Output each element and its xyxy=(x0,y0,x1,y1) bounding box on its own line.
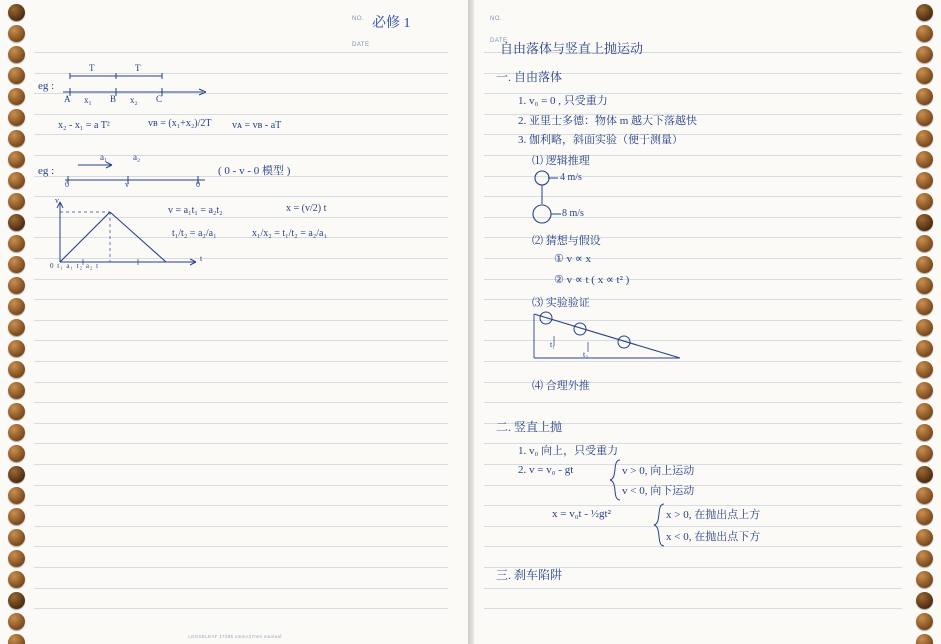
spiral-ring xyxy=(8,319,25,336)
spiral-ring xyxy=(8,571,25,588)
spiral-ring xyxy=(916,319,933,336)
rule-line xyxy=(34,52,448,53)
section-2-item-3: v > 0, 向上运动 xyxy=(622,465,695,477)
left-eq7: x₁/x₂ = t₁/t₂ = a₂/a₁ xyxy=(252,228,327,239)
spiral-ring xyxy=(916,571,933,588)
right-page-title: 自由落体与竖直上抛运动 xyxy=(500,41,644,56)
section-2-item-5: x = v₀t - ½gt² xyxy=(552,508,611,520)
spiral-ring xyxy=(916,109,933,126)
section-2-item-6: x > 0, 在抛出点上方 xyxy=(666,509,761,521)
left-eg1-b: B xyxy=(110,94,117,104)
section-2-heading: 二. 竖直上抛 xyxy=(496,420,563,434)
left-eq6: t₁/t₂ = a₂/a₁ xyxy=(172,228,217,239)
rule-line xyxy=(484,588,902,589)
rule-line xyxy=(34,526,448,527)
section-2-item-1: 1. v₀ 向上，只受重力 xyxy=(518,445,619,457)
spiral-ring xyxy=(8,214,25,231)
spiral-ring xyxy=(916,550,933,567)
spiral-ring xyxy=(8,88,25,105)
section-3-heading: 三. 刹车陷阱 xyxy=(496,568,563,582)
section-1-item-9: ⑷ 合理外推 xyxy=(532,380,590,392)
spiral-ring xyxy=(916,445,933,462)
spiral-ring xyxy=(8,193,25,210)
rule-line xyxy=(34,485,448,486)
spiral-ring xyxy=(8,67,25,84)
rule-line xyxy=(34,320,448,321)
diagram-label-8ms: 8 m/s xyxy=(562,208,584,219)
left-eq1: x₂ - x₁ = a T² xyxy=(58,120,110,131)
spiral-ring xyxy=(8,445,25,462)
spiral-ring xyxy=(8,277,25,294)
incline-label-t1: t₁ xyxy=(550,340,556,349)
spiral-binding-left xyxy=(0,0,34,644)
spiral-ring xyxy=(916,487,933,504)
spiral-ring xyxy=(8,361,25,378)
left-eg1-a: A xyxy=(64,94,71,104)
section-2-item-4: v < 0, 向下运动 xyxy=(622,485,695,497)
section-1-item-2: 2. 亚里士多德：物体 m 越大下落越快 xyxy=(518,115,698,127)
left-graph-t-label: t xyxy=(200,254,203,263)
spiral-ring xyxy=(916,298,933,315)
left-graph-v-label: v xyxy=(55,196,59,205)
diagram-label-4ms: 4 m/s xyxy=(560,172,582,183)
left-eq5: x = (v/2) t xyxy=(286,203,327,214)
spiral-ring xyxy=(916,592,933,609)
section-1-item-1: 1. v₀ = 0 , 只受重力 xyxy=(518,95,608,107)
right-date-label: DATE xyxy=(490,38,508,44)
left-page xyxy=(0,0,470,644)
section-2-item-2: 2. v = v₀ - gt xyxy=(518,464,574,476)
left-eg1-label: eg : xyxy=(38,80,55,92)
page-gutter xyxy=(468,0,474,644)
left-graph-marks: 0 t₁ a₁ t₂ a₂ t xyxy=(50,262,100,270)
rule-line xyxy=(484,546,902,547)
left-eg2-right0: 0 xyxy=(196,180,200,189)
spiral-ring xyxy=(916,529,933,546)
rule-line xyxy=(484,279,902,280)
spiral-ring xyxy=(8,235,25,252)
spiral-ring xyxy=(8,151,25,168)
left-eq3: vᴀ = vʙ - aT xyxy=(232,120,282,131)
section-1-item-7: ② v ∝ t ( x ∝ t² ) xyxy=(554,274,630,286)
left-eq4: v = a₁t₁ = a₂t₂ xyxy=(168,205,223,216)
spiral-ring xyxy=(8,109,25,126)
spiral-ring xyxy=(8,256,25,273)
section-1-item-3: 3. 伽利略，斜面实验（便于测量） xyxy=(518,134,683,146)
spiral-ring xyxy=(916,340,933,357)
spiral-ring xyxy=(916,214,933,231)
left-eg1-t1: T xyxy=(89,63,95,73)
rule-line xyxy=(484,608,902,609)
brace-2-icon xyxy=(652,502,666,548)
spiral-ring xyxy=(916,361,933,378)
spiral-ring xyxy=(916,256,933,273)
spiral-ring xyxy=(8,130,25,147)
spiral-ring xyxy=(916,382,933,399)
rule-line xyxy=(34,299,448,300)
section-1-item-5: ⑵ 猜想与假设 xyxy=(532,235,601,247)
left-no-label: NO. xyxy=(352,16,365,22)
section-1-item-8: ⑶ 实验验证 xyxy=(532,297,590,309)
section-2-item-7: x < 0, 在抛出点下方 xyxy=(666,531,761,543)
left-eg2-a1: a₁ xyxy=(100,152,108,162)
spiral-ring xyxy=(916,466,933,483)
spiral-ring xyxy=(916,424,933,441)
left-eg1-x1: x₁ xyxy=(84,95,92,105)
rule-line xyxy=(34,423,448,424)
left-eg2-a2: a₂ xyxy=(133,152,141,162)
incline-experiment-diagram xyxy=(528,306,698,364)
rule-line xyxy=(34,114,448,115)
rule-line xyxy=(34,443,448,444)
spiral-ring xyxy=(916,88,933,105)
rule-line xyxy=(484,526,902,527)
spiral-ring xyxy=(8,613,25,630)
spiral-ring xyxy=(916,508,933,525)
left-eg1-x2: x₂ xyxy=(130,95,138,105)
spiral-ring xyxy=(8,25,25,42)
spiral-ring xyxy=(8,508,25,525)
left-eg1-t2: T xyxy=(135,63,141,73)
spiral-ring xyxy=(8,4,25,21)
spiral-ring xyxy=(8,592,25,609)
spiral-ring xyxy=(8,424,25,441)
rule-line xyxy=(484,258,902,259)
rule-line xyxy=(34,546,448,547)
spiral-ring xyxy=(8,340,25,357)
spiral-ring xyxy=(8,298,25,315)
section-1-item-4: ⑴ 逻辑推理 xyxy=(532,155,590,167)
rule-line xyxy=(34,402,448,403)
spiral-ring xyxy=(916,193,933,210)
rule-line xyxy=(34,134,448,135)
spiral-ring xyxy=(916,4,933,21)
spiral-ring xyxy=(916,277,933,294)
spiral-ring xyxy=(8,634,25,644)
section-1-heading: 一. 自由落体 xyxy=(496,70,563,84)
spiral-ring xyxy=(916,67,933,84)
rule-line xyxy=(34,464,448,465)
spiral-binding-right xyxy=(907,0,941,644)
left-eg2-left0: 0 xyxy=(65,180,69,189)
spiral-ring xyxy=(916,25,933,42)
spiral-ring xyxy=(8,403,25,420)
spiral-ring xyxy=(916,151,933,168)
rule-line xyxy=(484,402,902,403)
left-footer-text: LOOSELEAF 17286 1mm×27mm maxleaf xyxy=(188,634,282,639)
left-eg2-label: eg : xyxy=(38,165,55,177)
right-no-label: NO. xyxy=(490,16,503,22)
incline-label-t2: t₂ xyxy=(583,350,589,359)
rule-line xyxy=(34,361,448,362)
rule-line xyxy=(34,608,448,609)
spiral-ring xyxy=(916,613,933,630)
left-eg1-c: C xyxy=(156,94,163,104)
rule-line xyxy=(34,588,448,589)
rule-line xyxy=(34,505,448,506)
rule-line xyxy=(34,567,448,568)
spiral-ring xyxy=(8,382,25,399)
rule-line xyxy=(34,382,448,383)
left-eq2: vʙ = (x₁+x₂)/2T xyxy=(148,118,212,129)
right-page xyxy=(470,0,941,644)
left-no-value: 必修 1 xyxy=(372,16,411,31)
spiral-ring xyxy=(8,46,25,63)
spiral-ring xyxy=(8,487,25,504)
spiral-ring xyxy=(916,403,933,420)
rule-line xyxy=(34,279,448,280)
brace-1-icon xyxy=(608,458,622,502)
spiral-ring xyxy=(916,46,933,63)
left-eg2-mid-v: v xyxy=(125,180,129,189)
spiral-ring xyxy=(8,466,25,483)
left-model-note: ( 0 - v - 0 模型 ) xyxy=(218,165,291,177)
rule-line xyxy=(34,340,448,341)
left-date-label: DATE xyxy=(352,42,370,48)
spiral-ring xyxy=(916,172,933,189)
spiral-ring xyxy=(916,235,933,252)
spiral-ring xyxy=(916,634,933,644)
spiral-ring xyxy=(8,529,25,546)
spiral-ring xyxy=(8,550,25,567)
spiral-ring xyxy=(8,172,25,189)
spiral-ring xyxy=(916,130,933,147)
section-1-item-6: ① v ∝ x xyxy=(554,253,591,265)
